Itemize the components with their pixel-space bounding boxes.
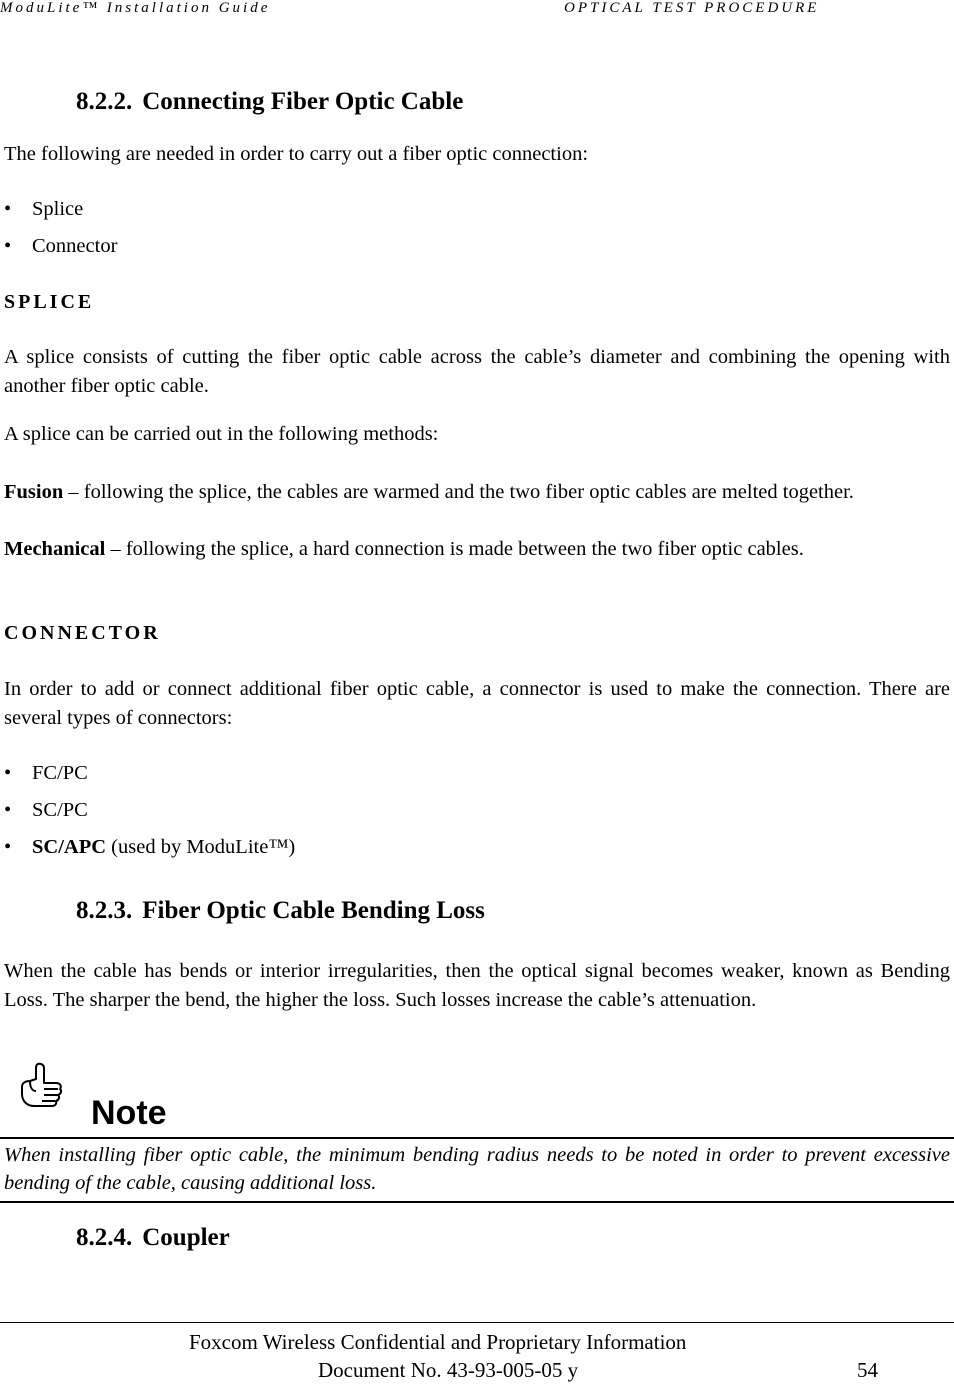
bending-paragraph: When the cable has bends or interior irregularities, then the optical signal becomes weaker, known as Bending Loss. The sharper the bend, the higher the loss. Such losses increase the cable’s attenuation. [4, 960, 950, 1011]
note-label: Note [91, 1094, 167, 1132]
footer-doc-number: Document No. 43-93-005-05 y [318, 1358, 579, 1382]
connector-heading: CONNECTOR [4, 622, 161, 644]
section-number: 8.2.4. [76, 1224, 133, 1251]
intro-paragraph: The following are needed in order to carry out a fiber optic connection: [4, 143, 589, 165]
section-number: 8.2.3. [76, 897, 133, 924]
section-heading-8-2-3 [76, 897, 485, 925]
header-doc-title: ModuLite™ Installation Guide [0, 0, 271, 16]
pointing-hand-icon [18, 1061, 66, 1111]
section-title: Coupler [142, 1224, 230, 1251]
list-item: • SC/PC [4, 799, 88, 821]
list-item: • Splice [4, 198, 84, 220]
page-number: 54 [857, 1358, 878, 1382]
list-item: • FC/PC [4, 762, 88, 784]
footer-rule [0, 1322, 954, 1323]
section-title: Fiber Optic Cable Bending Loss [142, 897, 485, 924]
connector-paragraph: In order to add or connect additional fiber optic cable, a connector is used to make the connection. There are several types of connectors: [4, 678, 950, 729]
section-heading-8-2-4 [76, 1224, 230, 1252]
mechanical-term: Mechanical [4, 538, 106, 560]
list-item: • SC/APC (used by ModuLite™) [4, 836, 296, 858]
section-heading-8-2-2 [76, 88, 463, 116]
fusion-term: Fusion [4, 481, 64, 503]
note-text: When installing fiber optic cable, the minimum bending radius needs to be noted in order to prevent excessive bending of the cable, causing additional loss. [4, 1144, 950, 1194]
section-title: Connecting Fiber Optic Cable [142, 88, 464, 115]
list-item: • Connector [4, 235, 118, 257]
splice-paragraph: A splice consists of cutting the fiber optic cable across the cable’s diameter and combining the opening with another fiber optic cable. [4, 346, 950, 397]
mechanical-paragraph: Mechanical – following the splice, a hard connection is made between the two fiber optic cables. [4, 538, 804, 560]
footer-confidential: Foxcom Wireless Confidential and Proprietary Information [189, 1330, 687, 1354]
section-number: 8.2.2. [76, 88, 133, 115]
note-bottom-rule [0, 1201, 954, 1203]
fusion-paragraph: Fusion – following the splice, the cables are warmed and the two fiber optic cables are melted together. [4, 481, 854, 503]
note-top-rule [0, 1137, 954, 1139]
splice-methods-intro: A splice can be carried out in the following methods: [4, 423, 439, 445]
header-section-title: OPTICAL TEST PROCEDURE [564, 0, 820, 16]
splice-heading: SPLICE [4, 291, 95, 313]
